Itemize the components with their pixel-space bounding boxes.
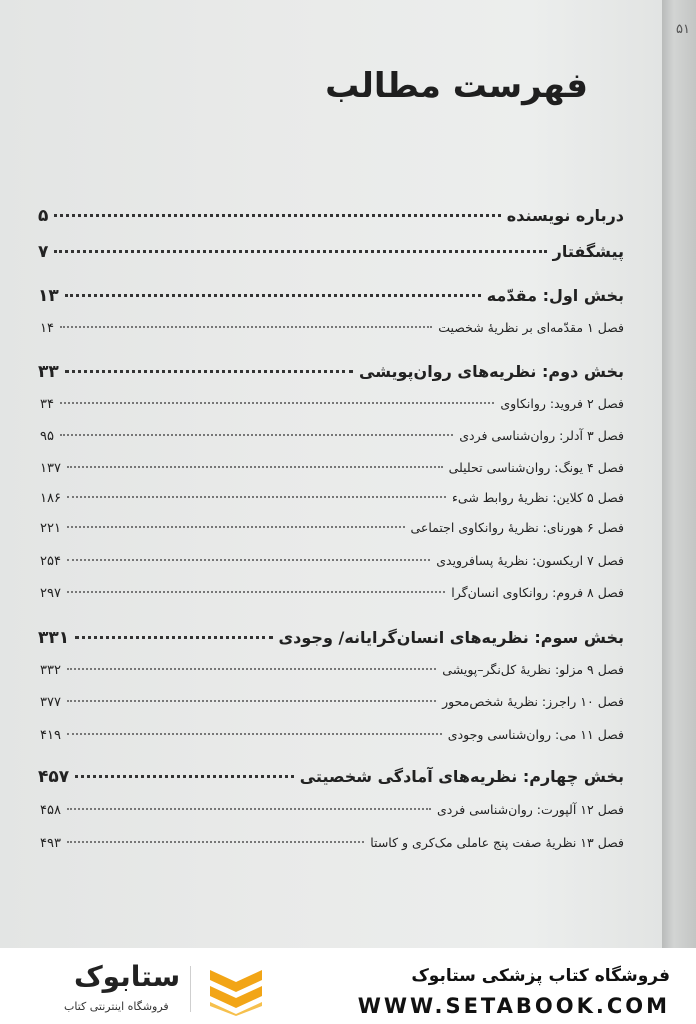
toc-entry-page: ۱۸۶ bbox=[40, 491, 61, 506]
leader-dots bbox=[67, 558, 430, 561]
leader-dots bbox=[65, 293, 481, 297]
logo-text: ستابوک bbox=[74, 960, 181, 993]
toc-entry-page: ۴۵۸ bbox=[40, 803, 61, 818]
toc-entry-label: بخش چهارم: نظریه‌های آمادگی شخصیتی bbox=[299, 767, 624, 786]
leader-dots bbox=[54, 213, 500, 217]
leader-dots bbox=[75, 635, 272, 639]
store-url-link[interactable]: WWW.SETABOOK.COM bbox=[357, 994, 670, 1018]
toc-entry-page: ۴۹۳ bbox=[40, 836, 61, 851]
toc-entry bbox=[38, 628, 624, 648]
toc-entry-label: فصل ۳ آدلر: روان‌شناسی فردی bbox=[459, 428, 624, 443]
toc-entry-page: ۴۵۷ bbox=[38, 767, 70, 787]
toc-entry-label: فصل ۹ مزلو: نظریۀ کل‌نگر–پویشی bbox=[442, 662, 624, 677]
leader-dots bbox=[54, 249, 546, 253]
store-logo[interactable] bbox=[30, 960, 280, 1020]
toc-entry-label: فصل ۱۲ آلپورت: روان‌شناسی فردی bbox=[436, 802, 624, 817]
toc-entry bbox=[40, 520, 624, 536]
leader-dots bbox=[67, 465, 443, 468]
leader-dots bbox=[60, 325, 432, 328]
toc-entry bbox=[40, 490, 624, 506]
toc-entry bbox=[38, 767, 624, 787]
toc-entry bbox=[38, 242, 624, 262]
toc-entry-label: درباره نویسنده bbox=[506, 206, 624, 225]
toc-entry bbox=[38, 286, 624, 306]
toc-entry-label: فصل ۵ کلاین: نظریۀ روابط شیء bbox=[452, 490, 624, 505]
toc-entry-label: فصل ۸ فروم: روانکاوی انسان‌گرا bbox=[451, 585, 624, 600]
leader-dots bbox=[67, 667, 436, 670]
leader-dots bbox=[60, 433, 453, 436]
toc-entry bbox=[40, 320, 624, 336]
toc-entry-page: ۱۴ bbox=[40, 321, 54, 336]
toc-entry-label: بخش دوم: نظریه‌های روان‌پویشی bbox=[359, 362, 624, 381]
toc-entry-page: ۳۳۱ bbox=[38, 628, 70, 648]
toc-entry-page: ۱۳۷ bbox=[40, 461, 61, 476]
toc-entry-page: ۱۳ bbox=[38, 286, 59, 306]
toc-entry-label: فصل ۶ هورنای: نظریۀ روانکاوی اجتماعی bbox=[410, 520, 624, 535]
leader-dots bbox=[67, 732, 442, 735]
leader-dots bbox=[67, 525, 405, 528]
toc-entry-page: ۳۴ bbox=[40, 397, 54, 412]
toc-entry-page: ۳۷۷ bbox=[40, 695, 61, 710]
book-chevron-icon bbox=[206, 964, 266, 1016]
toc-entry bbox=[38, 362, 624, 382]
toc-entry-page: ۲۹۷ bbox=[40, 586, 61, 601]
toc-entry-page: ۴۱۹ bbox=[40, 728, 61, 743]
toc-entry bbox=[40, 460, 624, 476]
logo-divider bbox=[190, 966, 191, 1012]
toc-entry bbox=[40, 585, 624, 601]
toc-entry-label: بخش سوم: نظریه‌های انسان‌گرایانه/ وجودی bbox=[278, 628, 624, 647]
toc-entry bbox=[40, 396, 624, 412]
toc-entry-label: فصل ۱ مقدّمه‌ای بر نظریۀ شخصیت bbox=[438, 320, 624, 335]
toc-entry-page: ۵ bbox=[38, 206, 49, 226]
toc-entry-page: ۲۵۴ bbox=[40, 554, 61, 569]
toc-entry-label: فصل ۴ یونگ: روان‌شناسی تحلیلی bbox=[448, 460, 624, 475]
leader-dots bbox=[67, 699, 436, 702]
logo-subtitle: فروشگاه اینترنتی کتاب bbox=[64, 1000, 169, 1013]
toc-entry-page: ۷ bbox=[38, 242, 49, 262]
leader-dots bbox=[67, 495, 446, 498]
leader-dots bbox=[65, 369, 353, 373]
toc-entry-page: ۲۲۱ bbox=[40, 521, 61, 536]
toc-entry-label: فصل ۲ فروید: روانکاوی bbox=[500, 396, 624, 411]
toc-entry-page: ۳۳ bbox=[38, 362, 59, 382]
toc-entry-page: ۹۵ bbox=[40, 429, 54, 444]
leader-dots bbox=[67, 807, 431, 810]
toc-entry bbox=[40, 553, 624, 569]
toc-entry-label: فصل ۱۰ راجرز: نظریۀ شخص‌محور bbox=[442, 694, 624, 709]
toc-entry bbox=[40, 727, 624, 743]
toc-entry bbox=[40, 694, 624, 710]
toc-entry-label: بخش اول: مقدّمه bbox=[486, 286, 624, 305]
leader-dots bbox=[67, 840, 364, 843]
leader-dots bbox=[75, 774, 294, 778]
leader-dots bbox=[60, 401, 494, 404]
store-footer bbox=[0, 948, 696, 1024]
toc-entry-page: ۳۳۲ bbox=[40, 663, 61, 678]
toc-entry bbox=[40, 662, 624, 678]
toc-entry-label: پیشگفتار bbox=[552, 242, 624, 261]
toc-entry bbox=[40, 428, 624, 444]
spine-mark: ۵۱ bbox=[676, 22, 690, 37]
toc-entry bbox=[38, 206, 624, 226]
store-name: فروشگاه کتاب پزشکی ستابوک bbox=[411, 966, 670, 986]
toc-entry bbox=[40, 802, 624, 818]
page-title: فهرست مطالب bbox=[325, 66, 588, 106]
toc-entry bbox=[40, 835, 624, 851]
toc-entry-label: فصل ۱۳ نظریۀ صفت پنج عاملی مک‌کری و کاستا bbox=[370, 835, 624, 850]
toc-entry-label: فصل ۷ اریکسون: نظریۀ پسافرویدی bbox=[436, 553, 624, 568]
toc-entry-label: فصل ۱۱ می: روان‌شناسی وجودی bbox=[447, 727, 624, 742]
book-spine bbox=[662, 0, 696, 948]
leader-dots bbox=[67, 590, 445, 593]
